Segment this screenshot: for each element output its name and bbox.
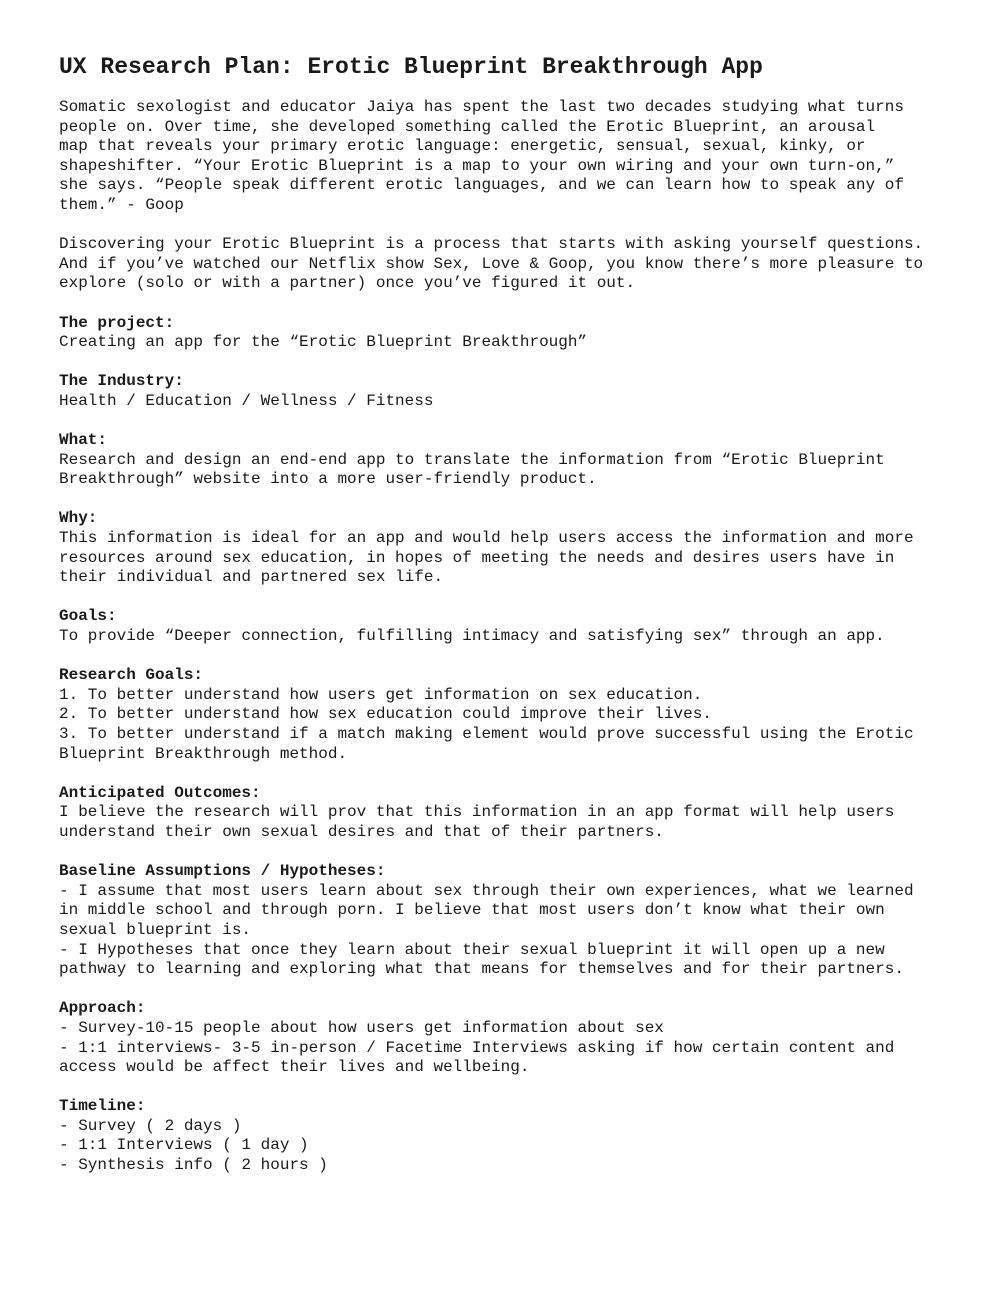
- document-page: [59, 50, 959, 1195]
- section-text: Research and design an end-end app to translate the information from “Erotic Blueprint Breakthrough” website into a more user-friendly product.: [59, 450, 885, 489]
- section-heading: Timeline:: [59, 1097, 146, 1116]
- intro-paragraph: Discovering your Erotic Blueprint is a process that starts with asking yourself questions. And if you’ve watched our Netflix show Sex, Love & Goop, you know there’s more pleasure to explore (solo or with a partner) once you’ve figured it out.: [59, 235, 924, 293]
- section-heading: Why:: [59, 509, 98, 528]
- list-item: - 1:1 Interviews ( 1 day ): [59, 1136, 309, 1155]
- section-heading: Baseline Assumptions / Hypotheses:: [59, 862, 386, 881]
- document-title: UX Research Plan: Erotic Blueprint Breakthrough App: [59, 54, 763, 80]
- intro-paragraph: Somatic sexologist and educator Jaiya has spent the last two decades studying what turns people on. Over time, she developed something called the Erotic Blueprint, an arousal map that reveals your primary erotic language: energetic, sensual, sexual, kinky, or shapeshifter. “Your Erotic Blueprint is a map to your own wiring and your own turn-on,” she says. “People speak different erotic languages, and we can learn how to speak any of them.” - Goop: [59, 98, 904, 214]
- list-item: - Synthesis info ( 2 hours ): [59, 1156, 328, 1175]
- section-heading: Research Goals:: [59, 666, 204, 685]
- list-item: - Survey-10-15 people about how users get information about sex: [59, 1018, 664, 1037]
- section-anticipated-outcomes: [59, 784, 959, 843]
- list-item: - I Hypotheses that once they learn about their sexual blueprint it will open up a new pathway to learning and exploring what that means for themselves and for their partners.: [59, 940, 904, 979]
- section-heading: What:: [59, 431, 108, 450]
- section-text: To provide “Deeper connection, fulfilling intimacy and satisfying sex” through an app.: [59, 627, 885, 646]
- list-item: - I assume that most users learn about sex through their own experiences, what we learned in middle school and through porn. I believe that most users don’t know what their own sexual blueprint is.: [59, 881, 914, 939]
- section-text: Creating an app for the “Erotic Blueprint Breakthrough”: [59, 333, 588, 352]
- list-item: - Survey ( 2 days ): [59, 1116, 242, 1135]
- section-heading: Approach:: [59, 999, 146, 1018]
- section-text: Health / Education / Wellness / Fitness: [59, 391, 434, 410]
- section-heading: The project:: [59, 313, 175, 332]
- list-item: - 1:1 interviews- 3-5 in-person / Facetime Interviews asking if how certain content and access would be affect their lives and wellbeing.: [59, 1038, 895, 1077]
- section-what: [59, 431, 959, 490]
- section-approach: [59, 999, 959, 1077]
- section-industry: [59, 372, 959, 411]
- section-text: This information is ideal for an app and would help users access the information and more resources around sex education, in hopes of meeting the needs and desires users have in their individual and partnered sex life.: [59, 529, 914, 587]
- section-timeline: [59, 1097, 959, 1175]
- list-item: 3. To better understand if a match making element would prove successful using the Erotic Blueprint Breakthrough method.: [59, 725, 914, 763]
- section-assumptions: [59, 862, 959, 980]
- section-why: [59, 509, 959, 587]
- section-heading: Goals:: [59, 607, 117, 626]
- section-text: I believe the research will prov that this information in an app format will help users understand their own sexual desires and that of their partners.: [59, 803, 895, 841]
- section-project: [59, 314, 959, 353]
- section-research-goals: [59, 666, 959, 764]
- section-heading: The Industry:: [59, 372, 184, 391]
- section-goals: [59, 607, 959, 646]
- section-heading: Anticipated Outcomes:: [59, 783, 261, 802]
- list-item: 1. To better understand how users get information on sex education.: [59, 685, 703, 704]
- list-item: 2. To better understand how sex education could improve their lives.: [59, 705, 712, 724]
